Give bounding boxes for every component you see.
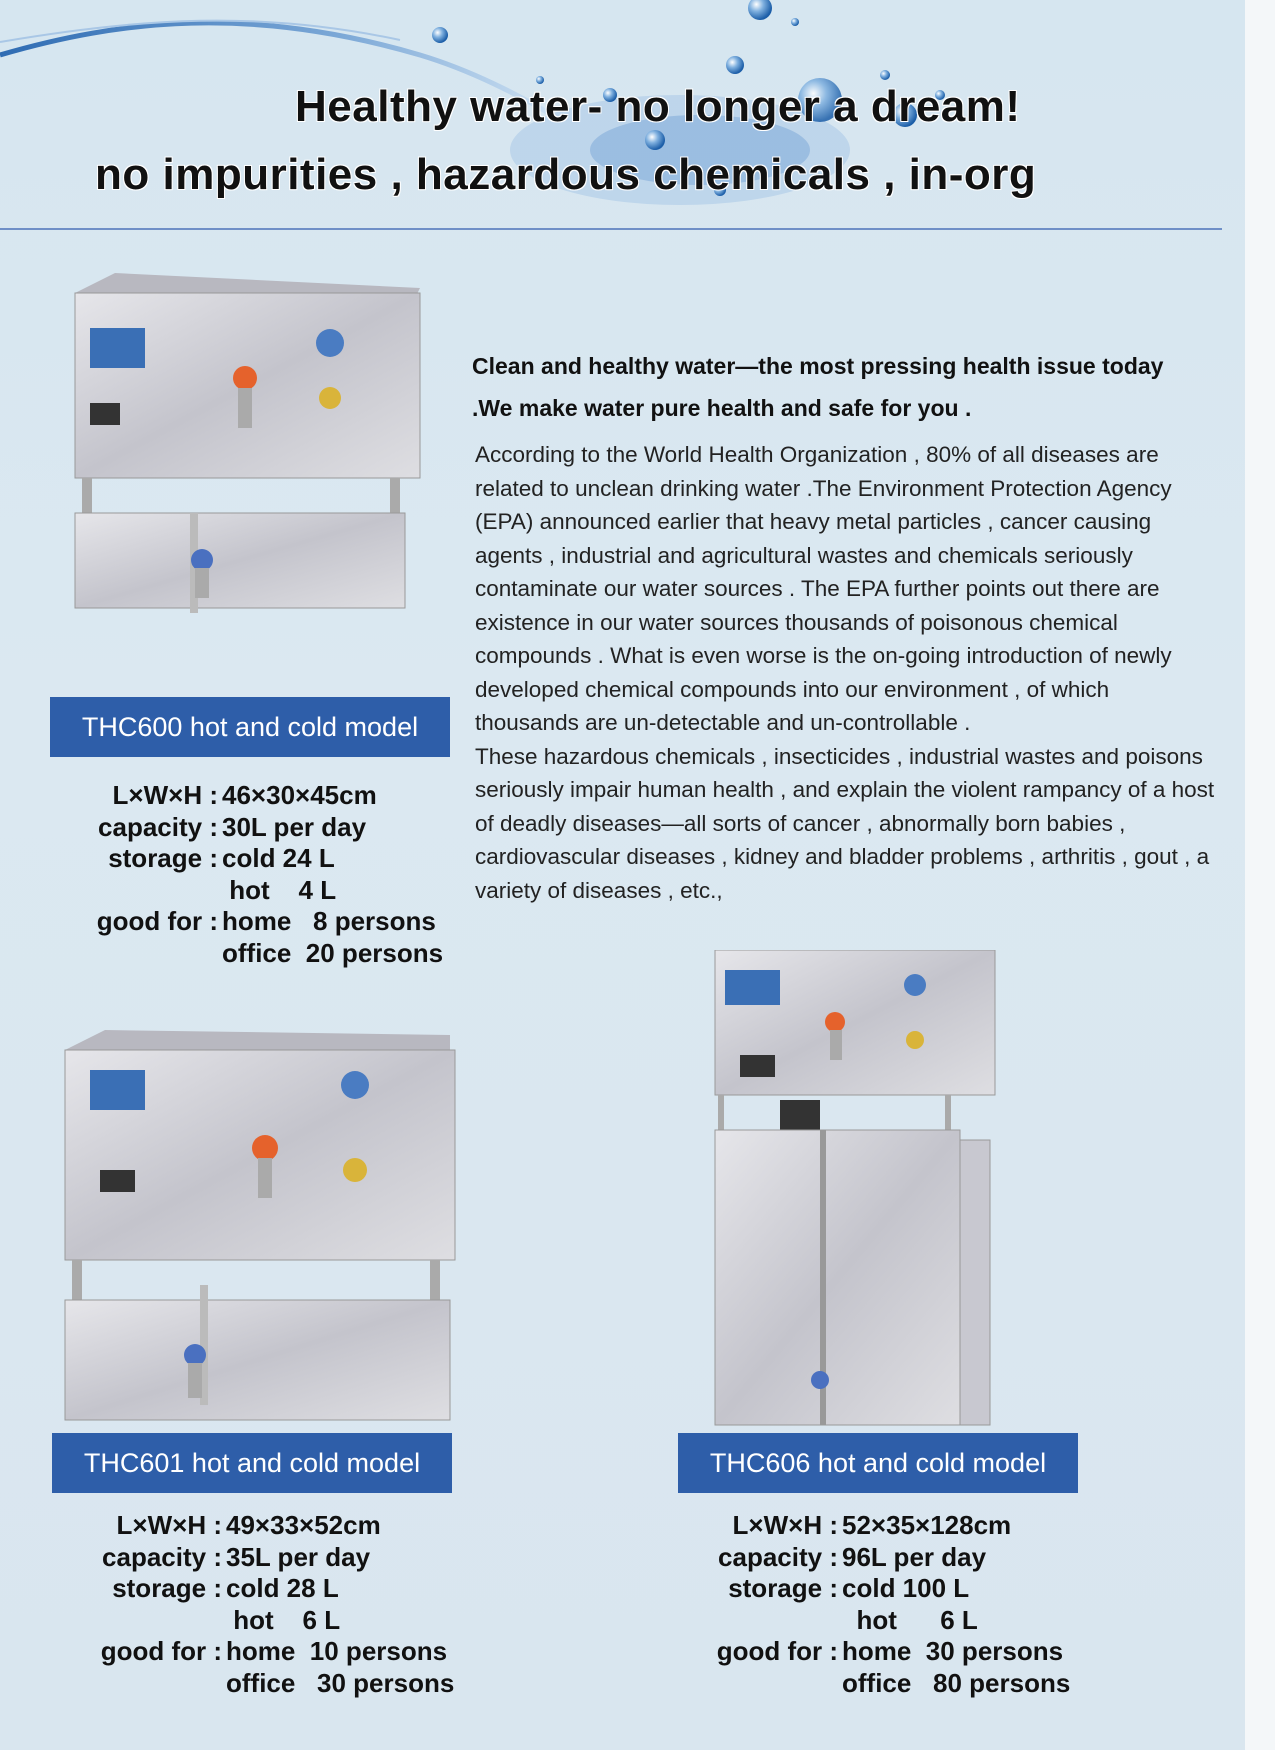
lead-statement: Clean and healthy water—the most pressing health issue today .We make water pure health and safe for you . xyxy=(472,353,1164,421)
storage-label: storage : xyxy=(112,1573,222,1603)
thc600-product-image xyxy=(70,268,430,628)
thc601-product-image xyxy=(60,1030,460,1440)
goodfor-label: good for : xyxy=(716,1636,838,1666)
storage-cold: cold 100 L xyxy=(842,1573,970,1603)
article-body xyxy=(475,438,1215,907)
goodfor-label: good for : xyxy=(100,1636,222,1666)
dims-value: 49×33×52cm xyxy=(226,1510,381,1540)
paragraph-who: According to the World Health Organization , 80% of all diseases are related to unclean drinking water .The Environment Protection Agency (EPA) announced earlier that heavy metal particles , cancer causing agents , industrial and agricultural wastes and chemicals seriously contaminate our water sources . The EPA further points out there are existence in our water sources thousands of poisonous chemical compounds . What is even worse is the on-going introduction of newly developed chemical compounds into our environment , of which thousands are un-detectable and un-controllable . xyxy=(475,442,1172,735)
dims-value: 46×30×45cm xyxy=(222,780,377,810)
thc601-model-label: THC601 hot and cold model xyxy=(52,1433,452,1493)
dims-value: 52×35×128cm xyxy=(842,1510,1012,1540)
storage-cold: cold 28 L xyxy=(226,1573,339,1603)
storage-hot: hot 4 L xyxy=(222,874,337,905)
page-edge xyxy=(1245,0,1275,1750)
storage-cold: cold 24 L xyxy=(222,843,335,873)
goodfor-office: office 30 persons xyxy=(226,1667,455,1698)
thc600-model-label: THC600 hot and cold model xyxy=(50,697,450,757)
capacity-label: capacity : xyxy=(718,1541,838,1572)
dims-label: L×W×H : xyxy=(112,780,218,810)
storage-hot: hot 6 L xyxy=(226,1604,341,1635)
capacity-value: 35L per day xyxy=(226,1541,371,1572)
dims-label: L×W×H : xyxy=(732,1510,838,1540)
thc606-model-label: THC606 hot and cold model xyxy=(678,1433,1078,1493)
storage-hot: hot 6 L xyxy=(842,1604,978,1635)
page-title: Healthy water- no longer a dream! xyxy=(295,82,1021,131)
thc606-product-image xyxy=(710,950,1000,1430)
goodfor-office: office 80 persons xyxy=(842,1667,1071,1698)
capacity-value: 96L per day xyxy=(842,1541,987,1572)
page-subtitle: no impurities , hazardous chemicals , in-org xyxy=(95,150,1037,199)
storage-label: storage : xyxy=(108,843,218,873)
goodfor-home: home 8 persons xyxy=(222,906,436,936)
capacity-label: capacity : xyxy=(102,1541,222,1572)
goodfor-office: office 20 persons xyxy=(222,937,444,968)
capacity-value: 30L per day xyxy=(222,811,367,842)
header-divider xyxy=(0,228,1222,230)
capacity-label: capacity : xyxy=(98,811,218,842)
goodfor-home: home 30 persons xyxy=(842,1636,1064,1666)
dims-label: L×W×H : xyxy=(116,1510,222,1540)
goodfor-label: good for : xyxy=(96,906,218,936)
storage-label: storage : xyxy=(728,1573,838,1603)
paragraph-hazards: These hazardous chemicals , insecticides , industrial wastes and poisons seriously impair human health , and explain the violent rampancy of a host of deadly diseases—all sorts of cancer , abnormally born babies , cardiovascular diseases , kidney and bladder problems , arthritis , gout , a variety of diseases , etc., xyxy=(475,743,1215,903)
goodfor-home: home 10 persons xyxy=(226,1636,448,1666)
